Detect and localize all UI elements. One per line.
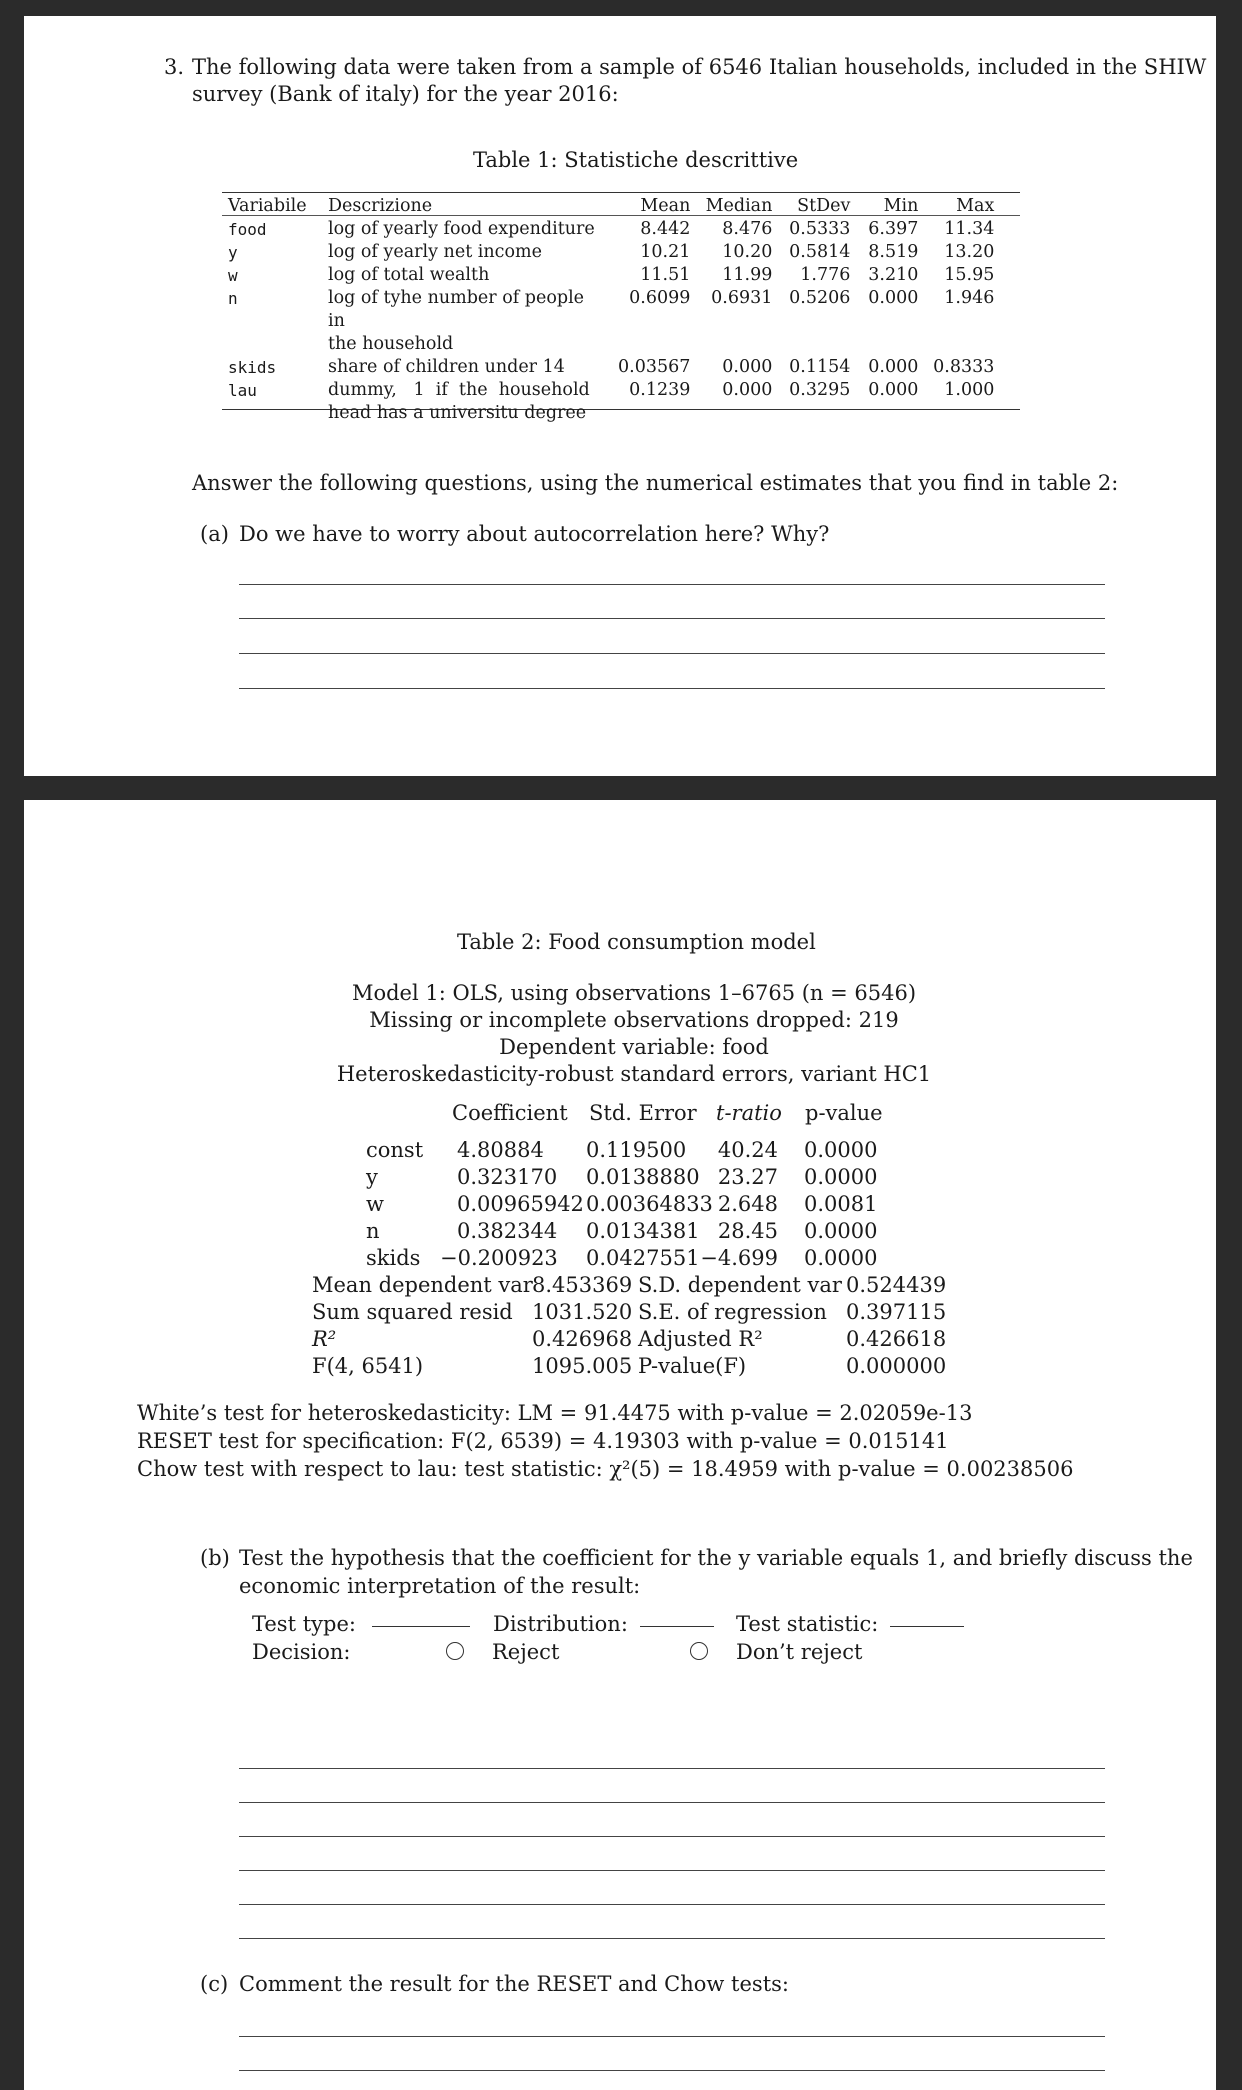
distribution-label: Distribution: xyxy=(493,1612,628,1636)
regressor-name: const xyxy=(366,1138,424,1162)
var-name: y xyxy=(228,243,238,262)
var-description-line-1: log of tyhe number of people in xyxy=(328,288,585,331)
question-b-line-2: economic interpretation of the result: xyxy=(239,1574,641,1598)
stdev-cell: 0.5206 xyxy=(789,288,851,308)
max-cell: 13.20 xyxy=(944,242,995,262)
var-description: log of yearly food expenditure xyxy=(328,219,595,239)
var-description-line-2: the household xyxy=(328,334,454,354)
median-cell: 0.000 xyxy=(722,380,773,400)
robust-se-line: Heteroskedasticity-robust standard errors, variant HC1 xyxy=(336,1062,932,1086)
p-cell: 0.0000 xyxy=(804,1219,878,1243)
reject-radio[interactable] xyxy=(446,1642,464,1662)
answer-line[interactable] xyxy=(239,1802,1105,1803)
stat-value: 0.426618 xyxy=(846,1327,947,1351)
p-cell: 0.0000 xyxy=(804,1165,878,1189)
stat-value: 0.000000 xyxy=(846,1354,947,1378)
test-statistic-blank[interactable] xyxy=(890,1612,964,1627)
table1-header-cell: StDev xyxy=(797,196,851,216)
coef-header: Coefficient xyxy=(452,1101,568,1125)
stat-value: 8.453369 xyxy=(532,1273,633,1297)
median-cell: 11.99 xyxy=(722,265,773,285)
max-cell: 15.95 xyxy=(944,265,995,285)
coef-cell: 0.00965942 xyxy=(457,1192,584,1216)
table1-header-cell: Variabile xyxy=(228,196,307,216)
stat-value: 0.426968 xyxy=(532,1327,633,1351)
var-description: log of total wealth xyxy=(328,265,490,285)
answer-line[interactable] xyxy=(239,1836,1105,1837)
t-cell: 2.648 xyxy=(717,1192,778,1216)
table-row xyxy=(222,241,1000,264)
stat-value: 0.524439 xyxy=(846,1273,947,1297)
var-name: food xyxy=(228,220,267,239)
var-name: skids xyxy=(228,358,277,377)
table1-header-cell: Median xyxy=(705,196,773,216)
regressor-name: w xyxy=(366,1192,384,1216)
min-cell: 8.519 xyxy=(868,242,919,262)
missing-line: Missing or incomplete observations dropped: 219 xyxy=(369,1008,899,1032)
stat-label: S.D. dependent var xyxy=(638,1273,842,1297)
coef-cell: 0.382344 xyxy=(457,1219,558,1243)
se-cell: 0.0427551 xyxy=(586,1246,700,1270)
intro-text: Answer the following questions, using the numerical estimates that you find in table 2: xyxy=(192,471,1119,495)
p-cell: 0.0000 xyxy=(804,1138,878,1162)
answer-line[interactable] xyxy=(239,2036,1105,2037)
answer-line[interactable] xyxy=(239,1904,1105,1905)
answer-line[interactable] xyxy=(239,1870,1105,1871)
median-cell: 0.6931 xyxy=(711,288,773,308)
stat-label: Adjusted R² xyxy=(638,1327,763,1351)
var-description: log of yearly net income xyxy=(328,242,542,262)
p-cell: 0.0000 xyxy=(804,1246,878,1270)
answer-line[interactable] xyxy=(239,618,1105,619)
dont-reject-label: Don’t reject xyxy=(736,1640,863,1664)
var-name: w xyxy=(228,266,238,285)
t-cell: 40.24 xyxy=(717,1138,778,1162)
var-name: lau xyxy=(228,381,257,400)
max-cell: 1.000 xyxy=(944,380,995,400)
se-cell: 0.119500 xyxy=(586,1138,687,1162)
coef-cell: −0.200923 xyxy=(440,1246,558,1270)
stat-label: S.E. of regression xyxy=(638,1300,827,1324)
model-line: Model 1: OLS, using observations 1–6765 (n = 6546) xyxy=(351,981,917,1005)
coef-cell: 4.80884 xyxy=(457,1138,544,1162)
p-cell: 0.0081 xyxy=(804,1192,878,1216)
se-cell: 0.00364833 xyxy=(586,1192,713,1216)
mean-cell: 0.6099 xyxy=(629,288,691,308)
decision-label: Decision: xyxy=(252,1640,351,1664)
answer-line[interactable] xyxy=(239,584,1105,585)
min-cell: 6.397 xyxy=(868,219,919,239)
mean-cell: 11.51 xyxy=(640,265,691,285)
table-row xyxy=(222,287,1000,356)
table2-caption: Table 2: Food consumption model xyxy=(457,930,816,954)
mean-cell: 0.03567 xyxy=(618,357,691,377)
median-cell: 0.000 xyxy=(722,357,773,377)
mean-cell: 8.442 xyxy=(640,219,691,239)
answer-line[interactable] xyxy=(239,1768,1105,1769)
min-cell: 0.000 xyxy=(868,357,919,377)
p-header: p-value xyxy=(805,1101,883,1125)
answer-line[interactable] xyxy=(239,1938,1105,1939)
reset-test-line: RESET test for specification: F(2, 6539) = 4.19303 with p-value = 0.015141 xyxy=(137,1429,949,1453)
mean-cell: 0.1239 xyxy=(629,380,691,400)
question-b-line-1: Test the hypothesis that the coefficient for the y variable equals 1, and briefly discuss the xyxy=(239,1546,1193,1570)
coef-cell: 0.323170 xyxy=(457,1165,558,1189)
stat-value: 0.397115 xyxy=(846,1300,947,1324)
question-a-text: Do we have to worry about autocorrelation here? Why? xyxy=(239,522,830,546)
t-cell: 23.27 xyxy=(717,1165,778,1189)
chow-test-line: Chow test with respect to lau: test statistic: χ²(5) = 18.4959 with p-value = 0.00238506 xyxy=(137,1457,1074,1481)
table-row xyxy=(222,379,1000,425)
stat-label: R² xyxy=(312,1327,337,1351)
page-1 xyxy=(24,16,1216,776)
test-statistic-label: Test statistic: xyxy=(736,1612,879,1636)
regressor-name: skids xyxy=(366,1246,421,1270)
median-cell: 8.476 xyxy=(722,219,773,239)
test-type-label: Test type: xyxy=(252,1612,356,1636)
mean-cell: 10.21 xyxy=(640,242,691,262)
max-cell: 11.34 xyxy=(944,219,995,239)
table1-header-cell: Min xyxy=(883,196,919,216)
var-description-line-2: head has a universitu degree xyxy=(328,403,587,423)
table1-header-cell: Descrizione xyxy=(328,196,433,216)
dependent-line: Dependent variable: food xyxy=(499,1035,769,1059)
table-row xyxy=(222,356,1000,379)
var-description xyxy=(322,287,612,356)
question-c-text: Comment the result for the RESET and Chow tests: xyxy=(239,1972,789,1996)
max-cell: 1.946 xyxy=(944,288,995,308)
stdev-cell: 0.5814 xyxy=(789,242,851,262)
page-2 xyxy=(24,800,1216,2090)
t-cell: −4.699 xyxy=(700,1246,778,1270)
radio-circle-icon xyxy=(446,1642,464,1660)
table1-header-cell: Max xyxy=(956,196,995,216)
question-text-line-2: survey (Bank of italy) for the year 2016: xyxy=(192,82,619,106)
se-cell: 0.0138880 xyxy=(586,1165,700,1189)
question-b-label: (b) xyxy=(200,1546,230,1570)
stat-value: 1031.520 xyxy=(532,1300,633,1324)
table1-caption: Table 1: Statistiche descrittive xyxy=(473,148,799,172)
question-c-label: (c) xyxy=(200,1972,229,1996)
stat-value: 1095.005 xyxy=(532,1354,633,1378)
answer-line[interactable] xyxy=(239,688,1105,689)
answer-line[interactable] xyxy=(239,653,1105,654)
test-type-blank[interactable] xyxy=(372,1612,470,1627)
stat-label: F(4, 6541) xyxy=(312,1354,424,1378)
t-cell: 28.45 xyxy=(717,1219,778,1243)
t-header: t-ratio xyxy=(716,1101,782,1125)
table-row xyxy=(222,218,1000,241)
regressor-name: n xyxy=(366,1219,380,1243)
se-header: Std. Error xyxy=(589,1101,697,1125)
stat-label: Sum squared resid xyxy=(312,1300,513,1324)
var-description: share of children under 14 xyxy=(328,357,565,377)
reject-label: Reject xyxy=(492,1640,560,1664)
question-number: 3. xyxy=(164,55,185,79)
table1-header-cell: Mean xyxy=(640,196,691,216)
dont-reject-radio[interactable] xyxy=(690,1642,708,1662)
stat-label: P-value(F) xyxy=(638,1354,747,1378)
min-cell: 0.000 xyxy=(868,380,919,400)
radio-circle-icon xyxy=(690,1642,708,1660)
regressor-name: y xyxy=(366,1165,378,1189)
distribution-blank[interactable] xyxy=(640,1612,714,1627)
se-cell: 0.0134381 xyxy=(586,1219,700,1243)
min-cell: 0.000 xyxy=(868,288,919,308)
stdev-cell: 0.3295 xyxy=(789,380,851,400)
stdev-cell: 1.776 xyxy=(800,265,851,285)
stat-label: Mean dependent var xyxy=(312,1273,533,1297)
min-cell: 3.210 xyxy=(868,265,919,285)
question-text-line-1: The following data were taken from a sample of 6546 Italian households, included in the SHIW xyxy=(192,55,1207,79)
question-a-label: (a) xyxy=(200,522,229,546)
table1 xyxy=(222,192,1000,425)
stdev-cell: 0.1154 xyxy=(789,357,851,377)
table-row xyxy=(222,264,1000,287)
var-description xyxy=(322,379,612,425)
max-cell: 0.8333 xyxy=(933,357,995,377)
var-description-line-1: dummy, 1 if the household xyxy=(328,380,590,400)
var-name: n xyxy=(228,289,238,308)
stdev-cell: 0.5333 xyxy=(789,219,851,239)
table1-header-row xyxy=(222,192,1000,218)
white-test-line: White’s test for heteroskedasticity: LM = 91.4475 with p-value = 2.02059e-13 xyxy=(137,1401,973,1425)
median-cell: 10.20 xyxy=(722,242,773,262)
answer-line[interactable] xyxy=(239,2070,1105,2071)
